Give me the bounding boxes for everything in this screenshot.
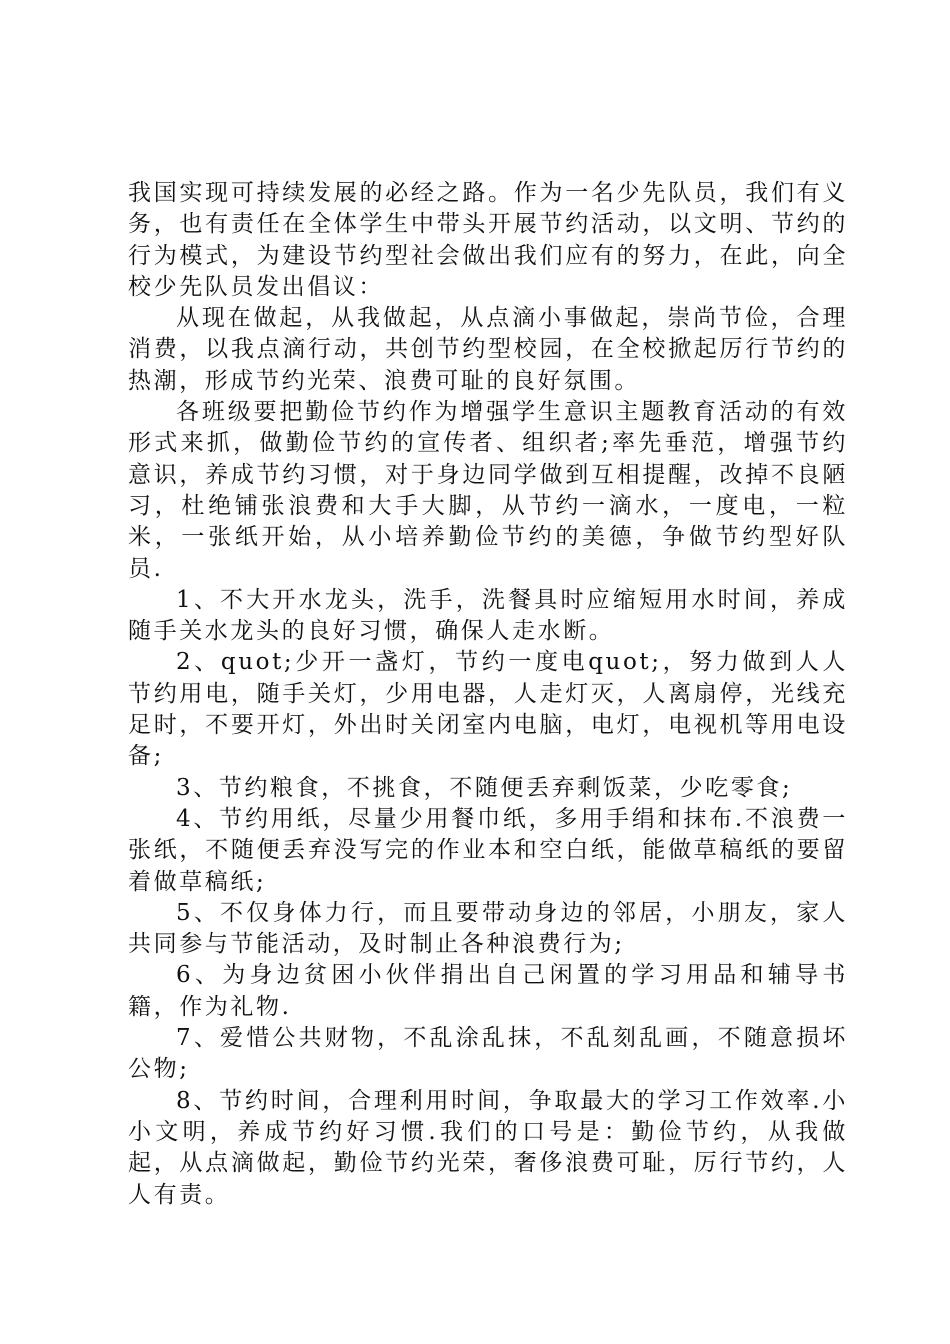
item-3-food: 3、节约粮食，不挑食，不随便丢弃剩饭菜，少吃零食; — [176, 774, 793, 801]
item-5-lead-by-example: 5、不仅身体力行，而且要带动身边的邻居，小朋友，家人共同参与节能活动，及时制止各种浪费行为; — [128, 899, 848, 958]
paragraph-class-duty: 各班级要把勤俭节约作为增强学生意识主题教育活动的有效形式来抓，做勤俭节约的宣传者、组织者;率先垂范，增强节约意识，养成节约习惯，对于身边同学做到互相提醒，改掉不良陋习，杜绝铺张浪费和大手大脚，从节约一滴水，一度电，一粒米，一张纸开始，从小培养勤俭节约的美德，争做节约型好队员. — [128, 399, 848, 582]
item-2-electricity: 2、quot;少开一盏灯，节约一度电quot;，努力做到人人节约用电，随手关灯，少用电器，人走灯灭，人离扇停，光线充足时，不要开灯，外出时关闭室内电脑，电灯，电视机等用电设备; — [128, 649, 848, 770]
paragraph-start-now: 从现在做起，从我做起，从点滴小事做起，崇尚节俭，合理消费，以我点滴行动，共创节约型校园，在全校掀起厉行节约的热潮，形成节约光荣、浪费可耻的良好氛围。 — [128, 305, 848, 394]
document-body — [128, 178, 848, 1211]
item-7-public-property: 7、爱惜公共财物，不乱涂乱抹，不乱刻乱画，不随意损坏公物; — [128, 1025, 848, 1083]
item-6-donate: 6、为身边贫困小伙伴捐出自己闲置的学习用品和辅导书籍，作为礼物. — [128, 962, 848, 1020]
paragraph-intro: 我国实现可持续发展的必经之路。作为一名少先队员，我们有义务，也有责任在全体学生中带头开展节约活动，以文明、节约的行为模式，为建设节约型社会做出我们应有的努力，在此，向全校少先队员发出倡议： — [128, 180, 848, 300]
item-1-water: 1、不大开水龙头，洗手，洗餐具时应缩短用水时间，养成随手关水龙头的良好习惯，确保人走水断。 — [128, 586, 848, 645]
item-8-time: 8、节约时间，合理利用时间，争取最大的学习工作效率.小小文明，养成节约好习惯.我们的口号是：勤俭节约，从我做起，从点滴做起，勤俭节约光荣，奢侈浪费可耻，厉行节约，人人有责。 — [128, 1087, 848, 1208]
item-4-paper: 4、节约用纸，尽量少用餐巾纸，多用手绢和抹布.不浪费一张纸，不随便丢弃没写完的作业本和空白纸，能做草稿纸的要留着做草稿纸; — [128, 805, 848, 895]
